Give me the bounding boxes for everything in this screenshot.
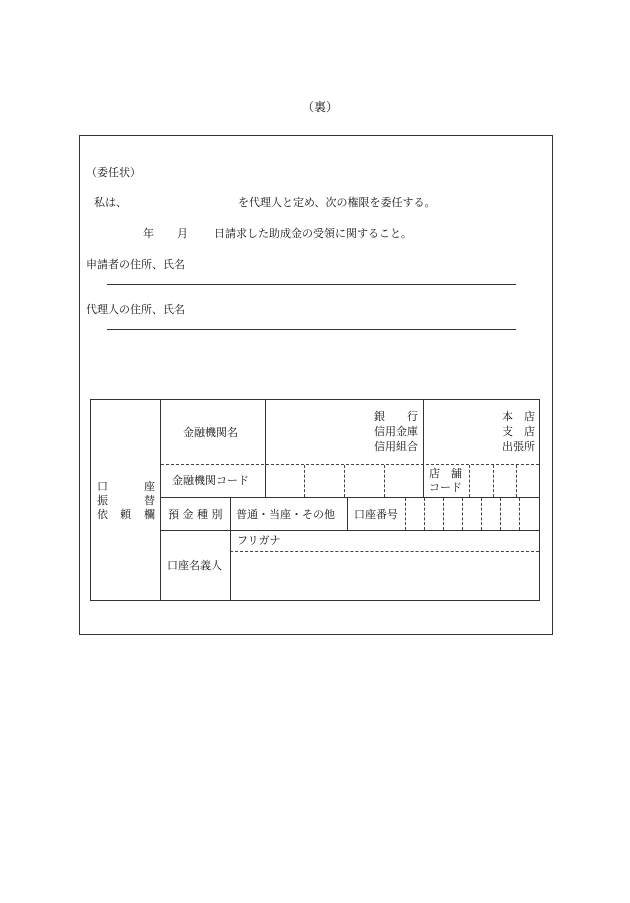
- request-year-label: 年: [143, 227, 154, 240]
- furigana-label: フリガナ: [237, 534, 281, 547]
- account-number-label: 口座番号: [354, 508, 398, 521]
- institution-type-bank: 銀 行: [374, 410, 418, 423]
- delegation-line-suffix: を代理人と定め、次の権限を委任する。: [238, 196, 436, 209]
- request-day-text: 日請求した助成金の受領に関すること。: [214, 227, 412, 240]
- branch-code-label-bottom: コード: [429, 481, 462, 494]
- branch-type-office: 出張所: [502, 440, 535, 453]
- branch-code-label-top: 店 舗: [429, 467, 462, 480]
- delegation-line-prefix: 私は、: [94, 196, 127, 209]
- applicant-signature-line: [107, 284, 516, 285]
- page-title: （裏）: [302, 100, 339, 114]
- agent-signature-line: [107, 329, 516, 330]
- branch-type-branch: 支 店: [502, 425, 535, 438]
- institution-code-label: 金融機関コード: [172, 474, 249, 487]
- letter-heading: （委任状）: [86, 166, 141, 179]
- branch-type-main: 本 店: [502, 410, 535, 423]
- agent-label: 代理人の住所、氏名: [86, 303, 185, 316]
- applicant-label: 申請者の住所、氏名: [86, 258, 185, 271]
- deposit-type-label: 預 金 種 別: [168, 508, 223, 521]
- deposit-type-options: 普通・当座・その他: [236, 508, 335, 521]
- institution-name-label: 金融機関名: [183, 426, 238, 439]
- account-holder-label: 口座名義人: [167, 559, 222, 572]
- institution-type-credit-bank: 信用金庫: [374, 425, 418, 438]
- institution-type-credit-union: 信用組合: [374, 440, 418, 453]
- letter-frame: [79, 135, 553, 635]
- request-month-label: 月: [177, 227, 188, 240]
